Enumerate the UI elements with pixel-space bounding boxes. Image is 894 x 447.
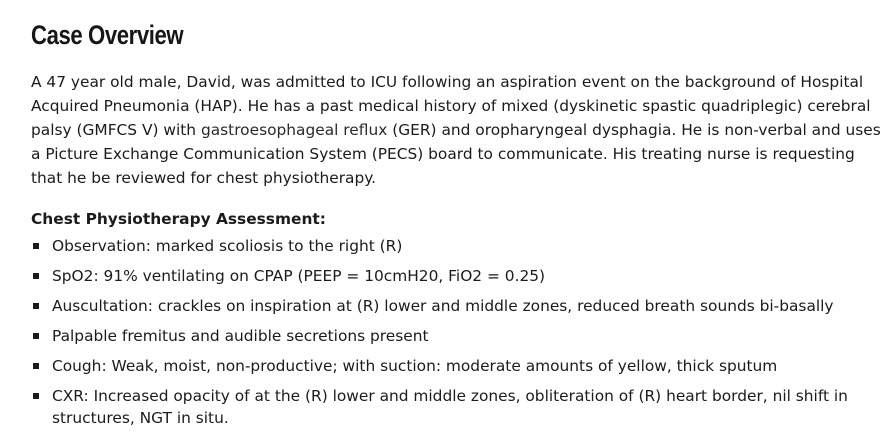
case-intro-paragraph (31, 70, 881, 190)
finding-text: Cough: Weak, moist, non-productive; with suction: moderate amounts of yellow, thick sputum (52, 357, 778, 375)
assessment-heading: Chest Physiotherapy Assessment: (31, 210, 326, 228)
finding-text: Palpable fremitus and audible secretions present (52, 327, 429, 345)
page-title: Case Overview (31, 20, 184, 50)
square-bullet-icon (33, 363, 39, 369)
square-bullet-icon (33, 393, 39, 399)
intro-text-1: A 47 year old male, David, was admitted to ICU following an aspiration event on the background of Hospital Acquired Pneumonia (HAP). He has a past medical history of mixed (dyskinetic spastic quadriplegic) cerebral palsy (GMFCS V) with (31, 73, 871, 139)
list-item (31, 295, 881, 317)
square-bullet-icon (33, 243, 39, 249)
square-bullet-icon (33, 303, 39, 309)
assessment-findings-list (31, 235, 881, 429)
finding-text: SpO2: 91% ventilating on CPAP (PEEP = 10cmH20, FiO2 = 0.25) (52, 267, 546, 285)
intro-text-2: (GER) and oropharyngeal dysphagia. He is non-verbal and uses a Picture Exchange Communication System (PECS) board to communicate. His treating nurse is requesting that he be reviewed for chest physiotherapy. (31, 121, 881, 187)
list-item (31, 385, 881, 429)
square-bullet-icon (33, 273, 39, 279)
list-item (31, 235, 881, 257)
list-item (31, 265, 881, 287)
square-bullet-icon (33, 333, 39, 339)
list-item (31, 325, 881, 347)
list-item (31, 355, 881, 377)
finding-text: Observation: marked scoliosis to the right (R) (52, 237, 403, 255)
case-overview-page (31, 16, 881, 437)
finding-text: Auscultation: crackles on inspiration at (R) lower and middle zones, reduced breath sounds bi-basally (52, 297, 834, 315)
finding-text: CXR: Increased opacity of at the (R) lower and middle zones, obliteration of (R) heart border, nil shift in structures, NGT in situ. (52, 387, 848, 427)
gastroesophageal-reflux-link[interactable]: gastroesophageal reflux (200, 121, 388, 139)
